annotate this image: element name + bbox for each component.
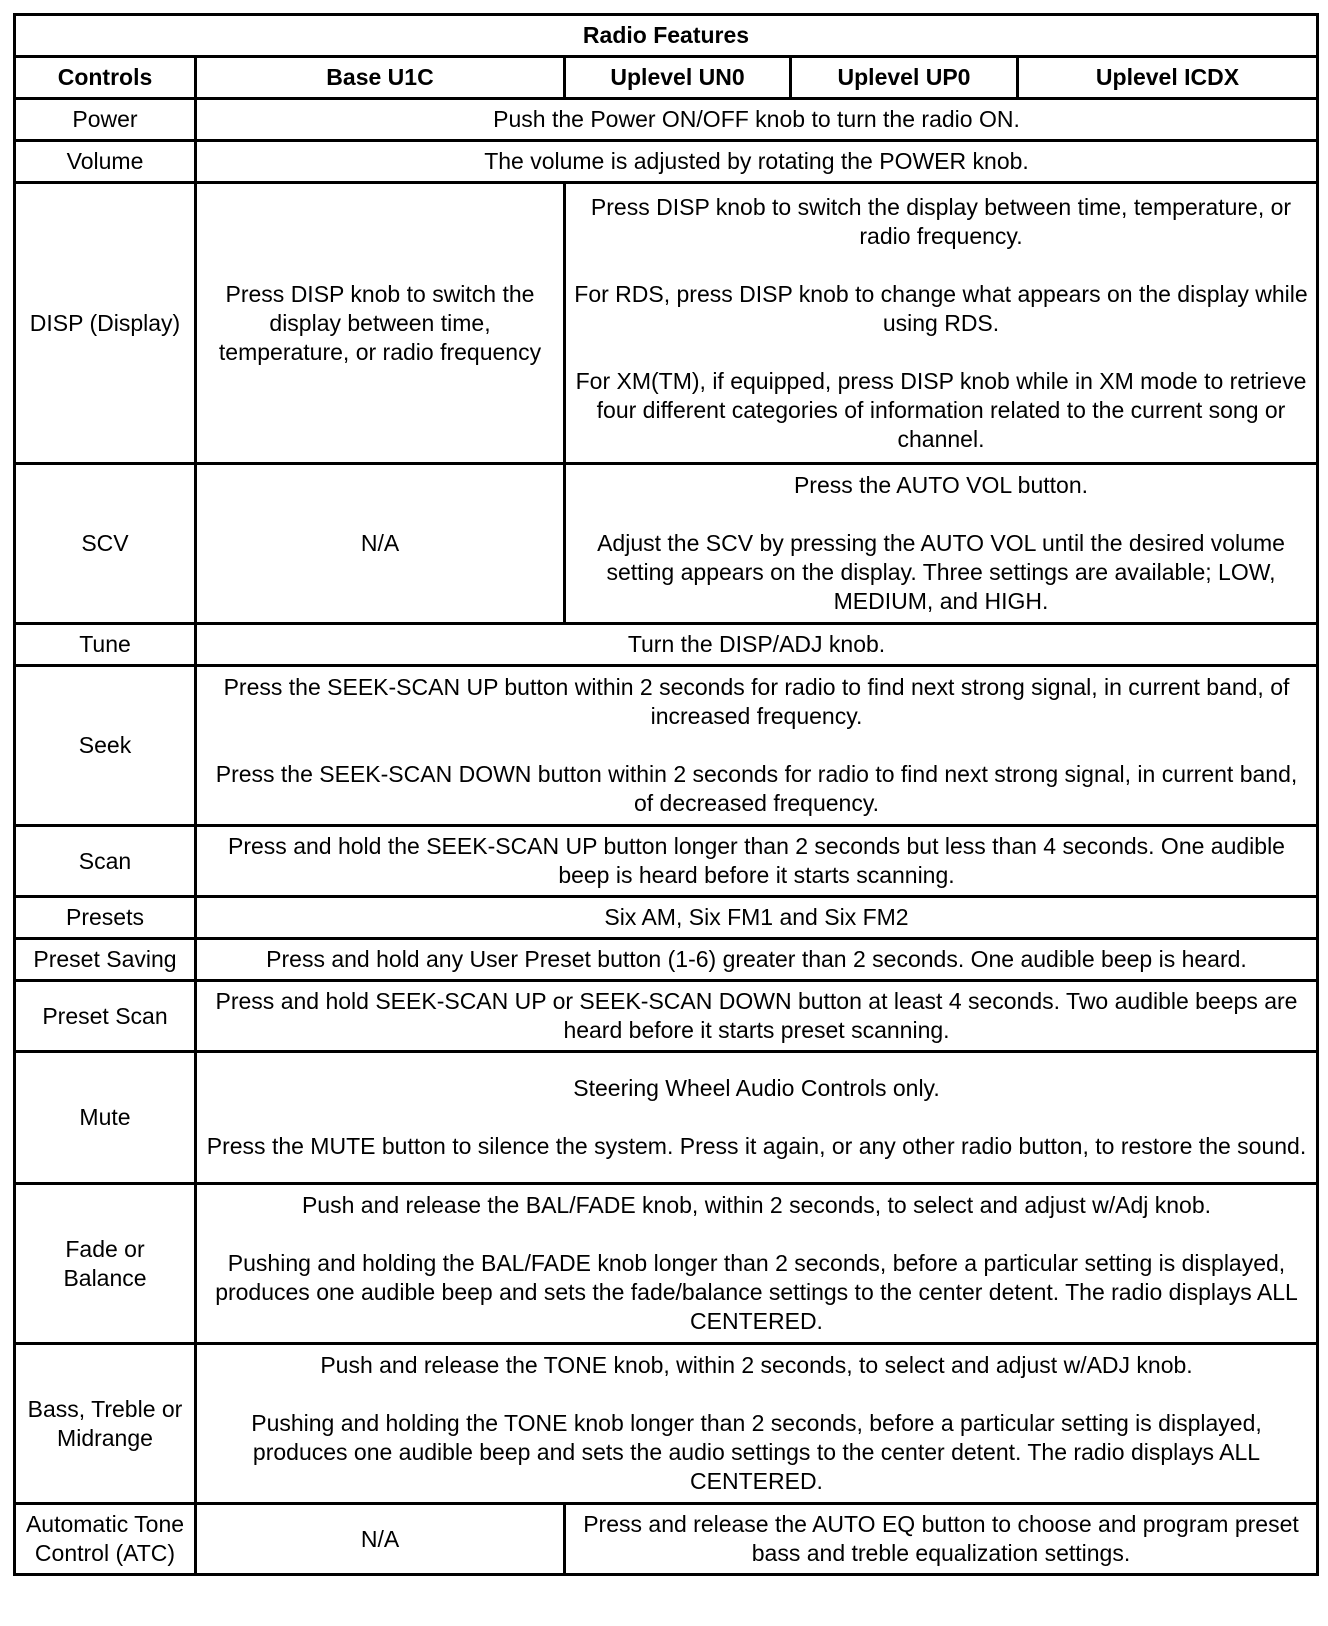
scv-uplevel-text-2: Adjust the SCV by pressing the AUTO VOL until the desired volume setting appears on the display. Three settings are available; LOW, MEDIUM, and HIGH. <box>597 530 1285 614</box>
header-base-u1c: Base U1C <box>196 57 565 99</box>
header-uplevel-up0: Uplevel UP0 <box>791 57 1018 99</box>
table-row <box>15 141 1318 183</box>
bass-text-2: Pushing and holding the TONE knob longer than 2 seconds, before a particular setting is displayed, produces one audible beep and sets the audio settings to the center detent. The radio displays ALL CENTERED. <box>251 1410 1262 1494</box>
mute-text-2: Press the MUTE button to silence the system. Press it again, or any other radio button, to restore the sound. <box>206 1133 1307 1159</box>
header-controls: Controls <box>15 57 196 99</box>
table-row <box>15 939 1318 981</box>
seek-text-2: Press the SEEK-SCAN DOWN button within 2 seconds for radio to find next strong signal, in current band, of decreased frequency. <box>215 761 1298 816</box>
row-label-seek: Seek <box>15 666 196 826</box>
cell-preset-saving: Press and hold any User Preset button (1-6) greater than 2 seconds. One audible beep is heard. <box>196 939 1318 981</box>
table-row <box>15 826 1318 897</box>
fade-text-2: Pushing and holding the BAL/FADE knob longer than 2 seconds, before a particular setting is displayed, produces one audible beep and sets the fade/balance settings to the center detent. The radio displays ALL CENTERED. <box>215 1250 1298 1334</box>
row-label-scv: SCV <box>15 464 196 624</box>
bass-text-1: Push and release the TONE knob, within 2 seconds, to select and adjust w/ADJ knob. <box>320 1352 1193 1378</box>
table-row <box>15 1344 1318 1504</box>
disp-uplevel-text-3: For XM(TM), if equipped, press DISP knob while in XM mode to retrieve four different categories of information related to the current song or channel. <box>575 367 1307 452</box>
cell-tune: Turn the DISP/ADJ knob. <box>196 624 1318 666</box>
table-row <box>15 464 1318 624</box>
cell-fade-balance <box>196 1184 1318 1344</box>
table-row <box>15 666 1318 826</box>
table-row <box>15 1052 1318 1184</box>
row-label-atc: Automatic Tone Control (ATC) <box>15 1504 196 1575</box>
cell-disp-base: Press DISP knob to switch the display between time, temperature, or radio frequency <box>196 183 565 464</box>
cell-power: Push the Power ON/OFF knob to turn the radio ON. <box>196 99 1318 141</box>
row-label-presets: Presets <box>15 897 196 939</box>
row-label-fade-balance <box>15 1184 196 1344</box>
table-title: Radio Features <box>15 15 1318 57</box>
table-row <box>15 897 1318 939</box>
mute-text-1: Steering Wheel Audio Controls only. <box>573 1075 940 1101</box>
cell-presets: Six AM, Six FM1 and Six FM2 <box>196 897 1318 939</box>
table-row <box>15 624 1318 666</box>
fade-label-line-1: Fade or <box>65 1235 145 1262</box>
table-row <box>15 981 1318 1052</box>
cell-disp-uplevel <box>565 183 1318 464</box>
row-label-mute: Mute <box>15 1052 196 1184</box>
row-label-preset-saving: Preset Saving <box>15 939 196 981</box>
cell-scv-uplevel <box>565 464 1318 624</box>
table-row <box>15 183 1318 464</box>
row-label-tune: Tune <box>15 624 196 666</box>
table-row <box>15 1184 1318 1344</box>
cell-atc-uplevel: Press and release the AUTO EQ button to choose and program preset bass and treble equalization settings. <box>565 1504 1318 1575</box>
row-label-bass-treble: Bass, Treble or Midrange <box>15 1344 196 1504</box>
cell-seek <box>196 666 1318 826</box>
fade-label-line-2: Balance <box>63 1264 147 1291</box>
header-uplevel-un0: Uplevel UN0 <box>565 57 791 99</box>
cell-bass-treble <box>196 1344 1318 1504</box>
disp-uplevel-text-1: Press DISP knob to switch the display between time, temperature, or radio frequency. <box>590 193 1292 249</box>
scv-uplevel-text-1: Press the AUTO VOL button. <box>793 472 1089 498</box>
row-label-volume: Volume <box>15 141 196 183</box>
cell-scv-base: N/A <box>196 464 565 624</box>
cell-scan: Press and hold the SEEK-SCAN UP button longer than 2 seconds but less than 4 seconds. One audible beep is heard before it starts scanning. <box>196 826 1318 897</box>
row-label-power: Power <box>15 99 196 141</box>
row-label-preset-scan: Preset Scan <box>15 981 196 1052</box>
cell-mute <box>196 1052 1318 1184</box>
table-row <box>15 1504 1318 1575</box>
cell-volume: The volume is adjusted by rotating the POWER knob. <box>196 141 1318 183</box>
header-uplevel-icdx: Uplevel ICDX <box>1018 57 1318 99</box>
cell-preset-scan: Press and hold SEEK-SCAN UP or SEEK-SCAN DOWN button at least 4 seconds. Two audible beeps are heard before it starts preset scanning. <box>196 981 1318 1052</box>
table-row <box>15 99 1318 141</box>
seek-text-1: Press the SEEK-SCAN UP button within 2 seconds for radio to find next strong signal, in current band, of increased frequency. <box>223 674 1290 729</box>
disp-uplevel-text-2: For RDS, press DISP knob to change what appears on the display while using RDS. <box>574 280 1308 336</box>
radio-features-table <box>13 13 1319 1576</box>
cell-atc-base: N/A <box>196 1504 565 1575</box>
row-label-disp: DISP (Display) <box>15 183 196 464</box>
row-label-scan: Scan <box>15 826 196 897</box>
fade-text-1: Push and release the BAL/FADE knob, within 2 seconds, to select and adjust w/Adj knob. <box>301 1192 1212 1218</box>
